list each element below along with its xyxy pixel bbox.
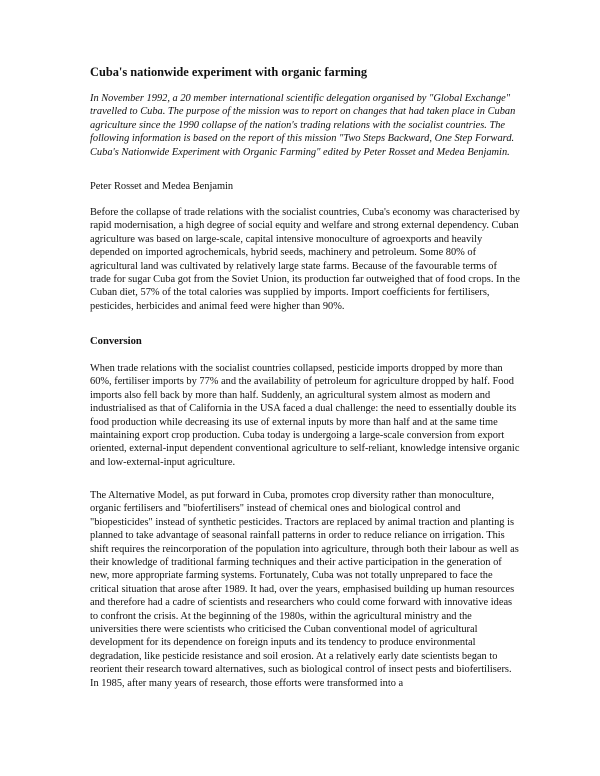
body-paragraph-2: When trade relations with the socialist countries collapsed, pesticide imports dropped by more than 60%, fertiliser imports by 77% and the availability of petroleum for agriculture dropped by half. Food imports also fell back by more than half. Suddenly, an agricultural system almost as modern and industrialised as that of California in the USA faced a dual challenge: the need to essentially double its food production while decreasing its use of external inputs by more than half and at the same time maintaining export crop production. Cuba today is undergoing a large-scale conversion from export oriented, external-input dependent conventional agriculture to self-reliant, knowledge intensive organic and low-external-input agriculture.: [90, 363, 520, 468]
author-line: Peter Rosset and Medea Benjamin: [90, 181, 234, 192]
intro-paragraph: In November 1992, a 20 member international scientific delegation organised by "Global Exchange" travelled to Cuba. The purpose of the mission was to report on changes that had taken place in Cuban agriculture since the 1990 collapse of the nation's trading relations with the socialist countries. The following information is based on the report of this mission "Two Steps Backward, One Step Forward. Cuba's Nationwide Experiment with Organic Farming" edited by Peter Rosset and Medea Benjamin.: [90, 93, 516, 158]
document-title: Cuba's nationwide experiment with organic farming: [90, 65, 368, 79]
section-heading-conversion: Conversion: [90, 336, 142, 347]
body-paragraph-1: Before the collapse of trade relations with the socialist countries, Cuba's economy was characterised by rapid modernisation, a high degree of social equity and welfare and strong external dependency. Cuban agriculture was based on large-scale, capital intensive monoculture of agroexports and heavily depended on imported agrochemicals, hybrid seeds, machinery and petroleum. Some 80% of agricultural land was cultivated by relatively large state farms. Because of the favourable terms of trade for sugar Cuba got from the Soviet Union, its production far outweighed that of food crops. In the Cuban diet, 57% of the total calories was supplied by imports. Import coefficients for fertilisers, pesticides, herbicides and animal feed were higher than 90%.: [90, 207, 520, 312]
body-paragraph-3: The Alternative Model, as put forward in Cuba, promotes crop diversity rather than monoculture, organic fertilisers and "biofertilisers" instead of chemical ones and biological control and "biopesticides" instead of synthetic pesticides. Tractors are replaced by animal traction and planting is planned to take advantage of seasonal rainfall patterns in order to reduce reliance on irrigation. This shift requires the reincorporation of the population into agriculture, through both their labour as well as their knowledge of traditional farming techniques and their active participation in the generation of new, more appropriate farming systems. Fortunately, Cuba was not totally unprepared to face the critical situation that arose after 1989. It had, over the years, emphasised building up human resources and therefore had a cadre of scientists and researchers who could come forward with innovative ideas to confront the crisis. At the beginning of the 1980s, within the agricultural ministry and the universities there were scientists who criticised the Cuban conventional model of agricultural development for its dependence on foreign inputs and its tendency to produce environmental degradation, like pesticide resistance and soil erosion. At a relatively early date scientists began to reorient their research toward alternatives, such as biological control of insect pests and biofertilisers. In 1985, after many years of research, those efforts were transformed into a: [90, 490, 519, 689]
